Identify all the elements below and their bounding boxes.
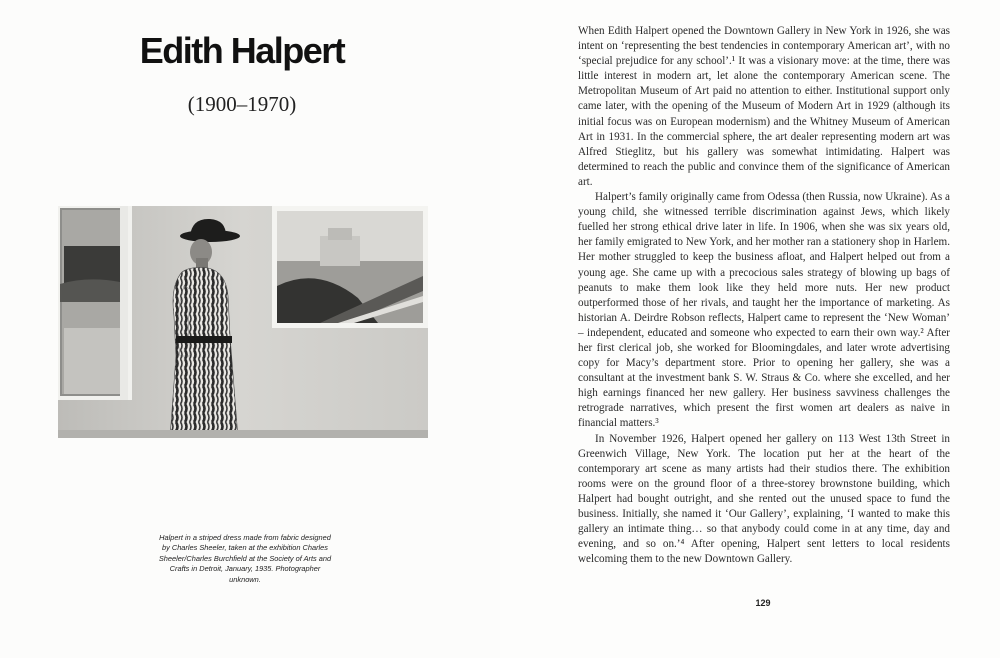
paragraph: Halpert’s family originally came from Odessa (then Russia, now Ukraine). As a young child, she witnessed terrible discrimination against Jews, which likely fuelled her strong ethical drive later in life. In 1906, when she was six years old, her family emigrated to New York, and her mother ran a stationery shop in Harlem. Her mother struggled to keep the business afloat, and Halpert helped out from a young age. She came up with a precocious sales strategy of blowing up bags of peanuts to make them look like they held more nuts. Her new product outperformed those of her rivals, and taught her the importance of marketing. As historian A. Deirdre Robson reflects, Halpert came to represent the ‘New Woman’ – independent, educated and someone who expected to earn their own way.² After her first clerical job, she worked for Bloomingdales, and later wrote advertising copy for Macy’s department store. Prior to opening her gallery, she was a consultant at the investment bank S. W. Straus & Co. where she excelled, and her high earnings financed her new gallery. Her business savviness challenges the retrograde narratives, which present the first women art dealers as naive in financial matters.³ [578,191,950,430]
chapter-title: Edith Halpert [139,30,345,71]
paragraph: In November 1926, Halpert opened her gallery on 113 West 13th Street in Greenwich Village, New York. The location put her at the heart of the contemporary art scene as many artists had their studios there. The exhibition rooms were on the ground floor of a three-storey brownstone building, which Halpert had bought outright, and she rented out the unused space to fund the business. Initially, she named it ‘Our Gallery’, explaining, ‘I wanted to make this gallery an intimate thing… so that anybody could come in at any time, day and evening, and so on.’⁴ After opening, Halpert sent letters to local residents welcoming them to the new Downtown Gallery. [578,432,950,566]
photograph [58,206,428,438]
body-text [578,24,950,567]
life-dates: (1900–1970) [187,92,297,116]
page-number: 129 [755,598,771,608]
photo-caption: Halpert in a striped dress made from fabric designed by Charles Sheeler, taken at the exhibition Charles Sheeler/Charles Burchfield at the Society of Arts and Crafts in Detroit, January, 1935. Photographer unknown. [158,533,332,584]
paragraph: When Edith Halpert opened the Downtown Gallery in New York in 1926, she was intent on ‘representing the best tendencies in contemporary American art’, with no ‘special prejudice for any school’.¹ It was a visionary move: at the time, there was little interest in modern art, let alone the contemporary American scene. The Metropolitan Museum of Art paid no attention to either. Institutional support only came later, with the opening of the Museum of Modern Art in 1929 (although its initial focus was on European modernism) and the Whitney Museum of American Art in 1931. In the commercial sphere, the art dealer representing modern art was Alfred Stieglitz, but his gallery was somewhat intimidating. Halpert was determined to reach the public and convince them of the significance of American art. [578,25,950,188]
